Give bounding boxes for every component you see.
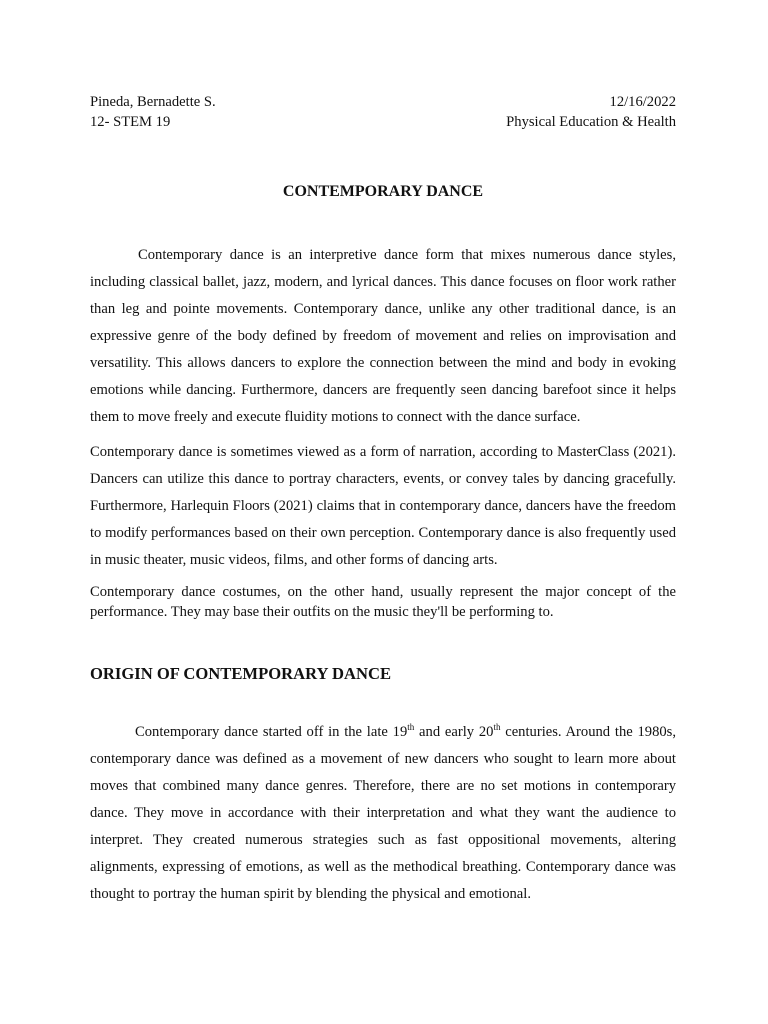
origin-sup-2: th xyxy=(493,722,501,733)
header-row-2 xyxy=(90,112,676,132)
origin-text-3: centuries. Around the 1980s, contemporary dance was defined as a movement of new dancers who sought to learn more about moves that combined many dance genres. Therefore, there are no set motions in contemporary dance. They move in accordance with their interpretation and what they want the audience to interpret. They created numerous strategies such as fast oppositional movements, altering alignments, expressing of emotions, as well as the methodical breathing. Contemporary dance was thought to portray the human spirit by blending the physical and emotional. xyxy=(90,724,677,902)
origin-text-2: and early 20 xyxy=(414,724,494,740)
document-date: 12/16/2022 xyxy=(609,94,676,110)
header-row-1 xyxy=(90,92,676,112)
student-name: Pineda, Bernadette S. xyxy=(90,94,216,110)
student-section: 12- STEM 19 xyxy=(90,114,171,130)
paragraph-costumes: Contemporary dance costumes, on the other hand, usually represent the major concept of the performance. They may base their outfits on the music they'll be performing to. xyxy=(90,584,676,620)
section-heading-origin: ORIGIN OF CONTEMPORARY DANCE xyxy=(90,664,392,683)
origin-text-1: Contemporary dance started off in the late 19 xyxy=(135,724,408,740)
paragraph-narration: Contemporary dance is sometimes viewed as a form of narration, according to MasterClass (2021). Dancers can utilize this dance to portray characters, events, or convey tales by dancing gracefully. Furthermore, Harlequin Floors (2021) claims that in contemporary dance, dancers have the freedom to modify performances based on their own perception. Contemporary dance is also frequently used in music theater, music videos, films, and other forms of dancing arts. xyxy=(90,444,676,568)
subject-name: Physical Education & Health xyxy=(506,114,676,130)
document-page xyxy=(90,92,676,908)
paragraph-intro: Contemporary dance is an interpretive dance form that mixes numerous dance styles, including classical ballet, jazz, modern, and lyrical dances. This dance focuses on floor work rather than leg and pointe movements. Contemporary dance, unlike any other traditional dance, is an expressive genre of the body defined by freedom of movement and relies on improvisation and versatility. This allows dancers to explore the connection between the mind and body in evoking emotions while dancing. Furthermore, dancers are frequently seen dancing barefoot since it helps them to move freely and execute fluidity motions to connect with the dance surface. xyxy=(90,247,676,425)
paragraph-origin xyxy=(90,719,676,908)
document-title: CONTEMPORARY DANCE xyxy=(282,183,484,200)
origin-sup-1: th xyxy=(407,722,415,733)
